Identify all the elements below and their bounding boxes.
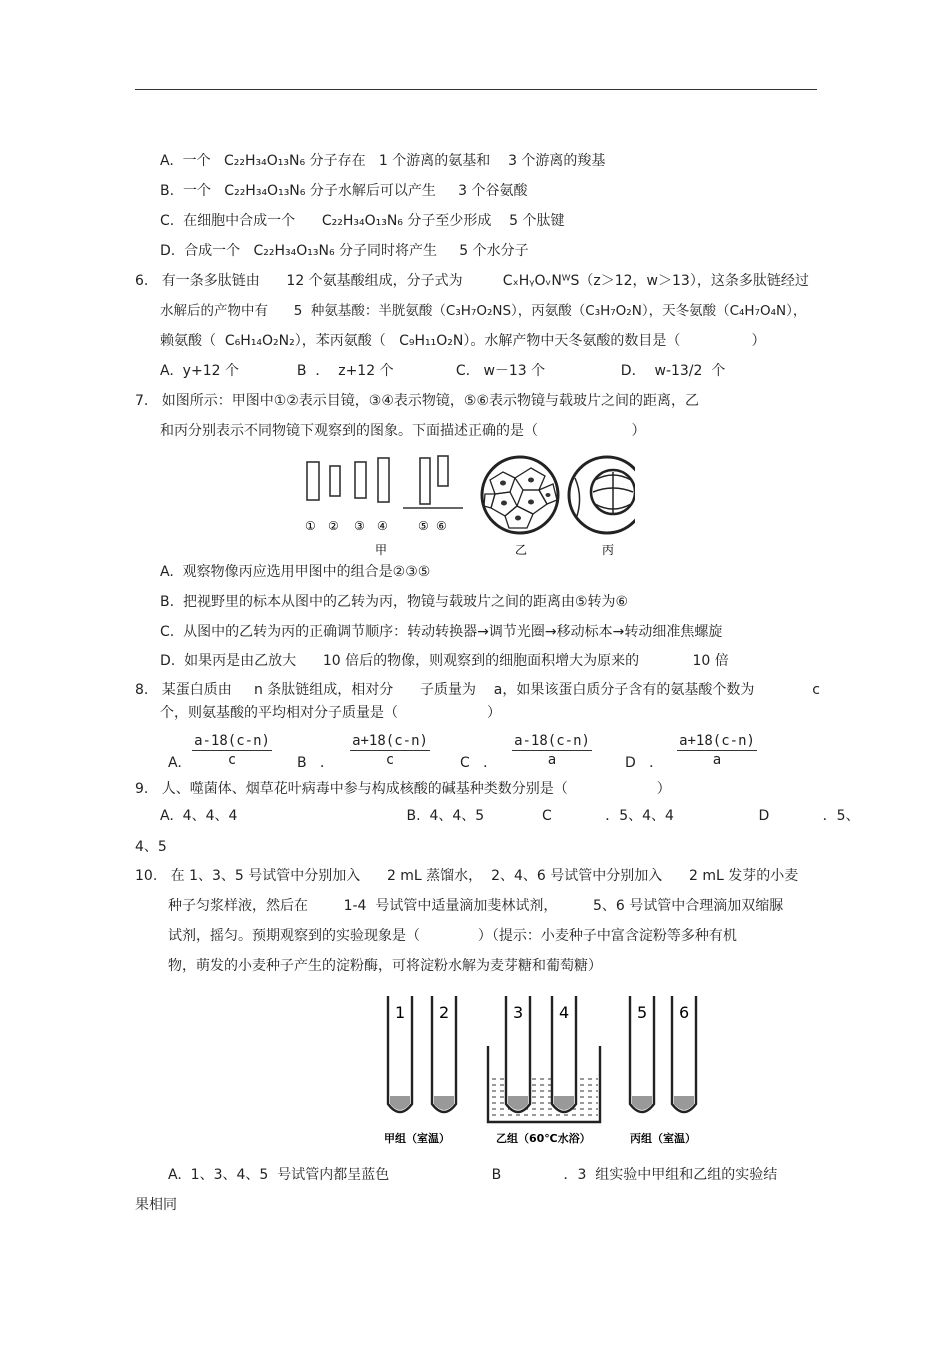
q5-option-c: C. 在细胞中合成一个 C₂₂H₃₄O₁₃N₆ 分子至少形成 5 个肽键 [160,213,565,229]
fig-circled-6: ⑥ [436,519,447,533]
q5-option-b: B. 一个 C₂₂H₃₄O₁₃N₆ 分子水解后可以产生 3 个谷氨酸 [160,183,528,199]
fraction-numerator: a-18(c-n) [512,732,592,751]
fig-circled-4: ④ [377,519,388,533]
fraction-numerator: a+18(c-n) [350,732,430,751]
q8-option-b-fraction [350,732,430,769]
q10-option-a: A. 1、3、4、5 号试管内都呈蓝色 B ．3 组实验中甲组和乙组的实验结 [168,1167,778,1183]
group-label-jia: 甲组（室温） [384,1132,450,1145]
fig-circled-1: ① [305,519,316,533]
tube-number-3: 3 [513,1003,524,1022]
q6-options: A. y+12 个 B ． z+12 个 C. w－13 个 D． w-13/2 个 [160,363,726,379]
tube-number-4: 4 [559,1003,570,1022]
group-label-yi: 乙组（60℃水浴） [496,1132,591,1145]
q10-stem-line1: 10. 在 1、3、5 号试管中分别加入 2 mL 蒸馏水， 2、4、6 号试管中分别加入 2 mL 发芽的小麦 [135,868,799,884]
fraction-numerator: a-18(c-n) [192,732,272,751]
q10-stem-line3: 试剂，摇匀。预期观察到的实验现象是（ ）（提示：小麦种子中富含淀粉等多种有机 [168,928,737,944]
q8-option-c-label: C ． [460,755,498,771]
q8-option-a-fraction [192,732,272,769]
group-label-bing: 丙组（室温） [630,1132,696,1145]
q7-stem-line2: 和丙分别表示不同物镜下观察到的图象。下面描述正确的是（ ） [160,423,646,439]
q7-option-c: C. 从图中的乙转为丙的正确调节顺序：转动转换器→调节光圈→移动标本→转动细准焦螺旋 [160,624,723,640]
q10-stem-line2: 种子匀浆样液，然后在 1-4 号试管中适量滴加斐林试剂， 5、6 号试管中合理滴加双缩脲 [168,898,784,914]
q8-option-c-fraction [512,732,592,769]
q8-stem-line1: 8. 某蛋白质由 n 条肽链组成，相对分 子质量为 a，如果该蛋白质分子含有的氨基酸个数为 c [135,682,820,698]
fig-label-yi: 乙 [515,543,528,557]
q8-option-b-label: B ． [297,755,334,771]
fig-label-bing: 丙 [602,543,615,557]
tube-number-1: 1 [395,1003,406,1022]
fig-label-jia: 甲 [375,543,388,557]
q10-stem-line4: 物，萌发的小麦种子产生的淀粉酶，可将淀粉水解为麦芽糖和葡萄糖） [168,958,602,974]
q9-options: A. 4、4、4 B. 4、4、5 C ．5、4、4 D ．5、 [160,808,860,824]
fraction-denominator: c [385,752,395,768]
q10-option-b-cont: 果相同 [135,1197,177,1213]
fraction-denominator: a [547,752,557,768]
q7-option-a: A. 观察物像丙应选用甲图中的组合是②③⑤ [160,564,431,580]
fraction-denominator: c [227,752,237,768]
q8-option-a-label: A. [168,755,182,771]
q8-stem-line2: 个，则氨基酸的平均相对分子质量是（ ） [160,705,502,721]
fig-circled-3: ③ [354,519,365,533]
q5-option-a: A. 一个 C₂₂H₃₄O₁₃N₆ 分子存在 1 个游离的氨基和 3 个游离的羧基 [160,153,606,169]
microscope-figure [295,450,635,562]
test-tube-figure [380,992,710,1147]
fig-circled-2: ② [328,519,339,533]
fraction-denominator: a [712,752,722,768]
tube-number-5: 5 [637,1003,648,1022]
q7-option-b: B. 把视野里的标本从图中的乙转为丙，物镜与载玻片之间的距离由⑤转为⑥ [160,594,629,610]
q6-stem-line2: 水解后的产物中有 5 种氨基酸：半胱氨酸（C₃H₇O₂NS），丙氨酸（C₃H₇O₂N），天冬氨酸（C₄H₇O₄N）， [160,303,807,319]
fraction-numerator: a+18(c-n) [677,732,757,751]
tube-number-6: 6 [679,1003,690,1022]
q8-option-d-fraction [677,732,757,769]
tube-number-2: 2 [439,1003,450,1022]
q7-option-d: D. 如果丙是由乙放大 10 倍后的物像，则观察到的细胞面积增大为原来的 10 倍 [160,653,729,669]
q6-stem-line1: 6. 有一条多肽链由 12 个氨基酸组成，分子式为 CₓHᵧOᵥNᵂS（z＞12，w＞13），这条多肽链经过 [135,273,809,289]
q9-stem: 9. 人、噬菌体、烟草花叶病毒中参与构成核酸的碱基种类数分别是（ ） [135,781,671,797]
q9-options-cont: 4、5 [135,839,167,855]
fig-circled-5: ⑤ [418,519,429,533]
q8-option-d-label: D ． [625,755,664,771]
q7-stem-line1: 7. 如图所示：甲图中①②表示目镜，③④表示物镜，⑤⑥表示物镜与载玻片之间的距离，乙 [135,393,700,409]
header-rule [135,89,817,90]
q5-option-d: D. 合成一个 C₂₂H₃₄O₁₃N₆ 分子同时将产生 5 个水分子 [160,243,529,259]
q6-stem-line3: 赖氨酸（ C₆H₁₄O₂N₂），苯丙氨酸（ C₉H₁₁O₂N）。水解产物中天冬氨酸的数目是（ ） [160,333,766,349]
